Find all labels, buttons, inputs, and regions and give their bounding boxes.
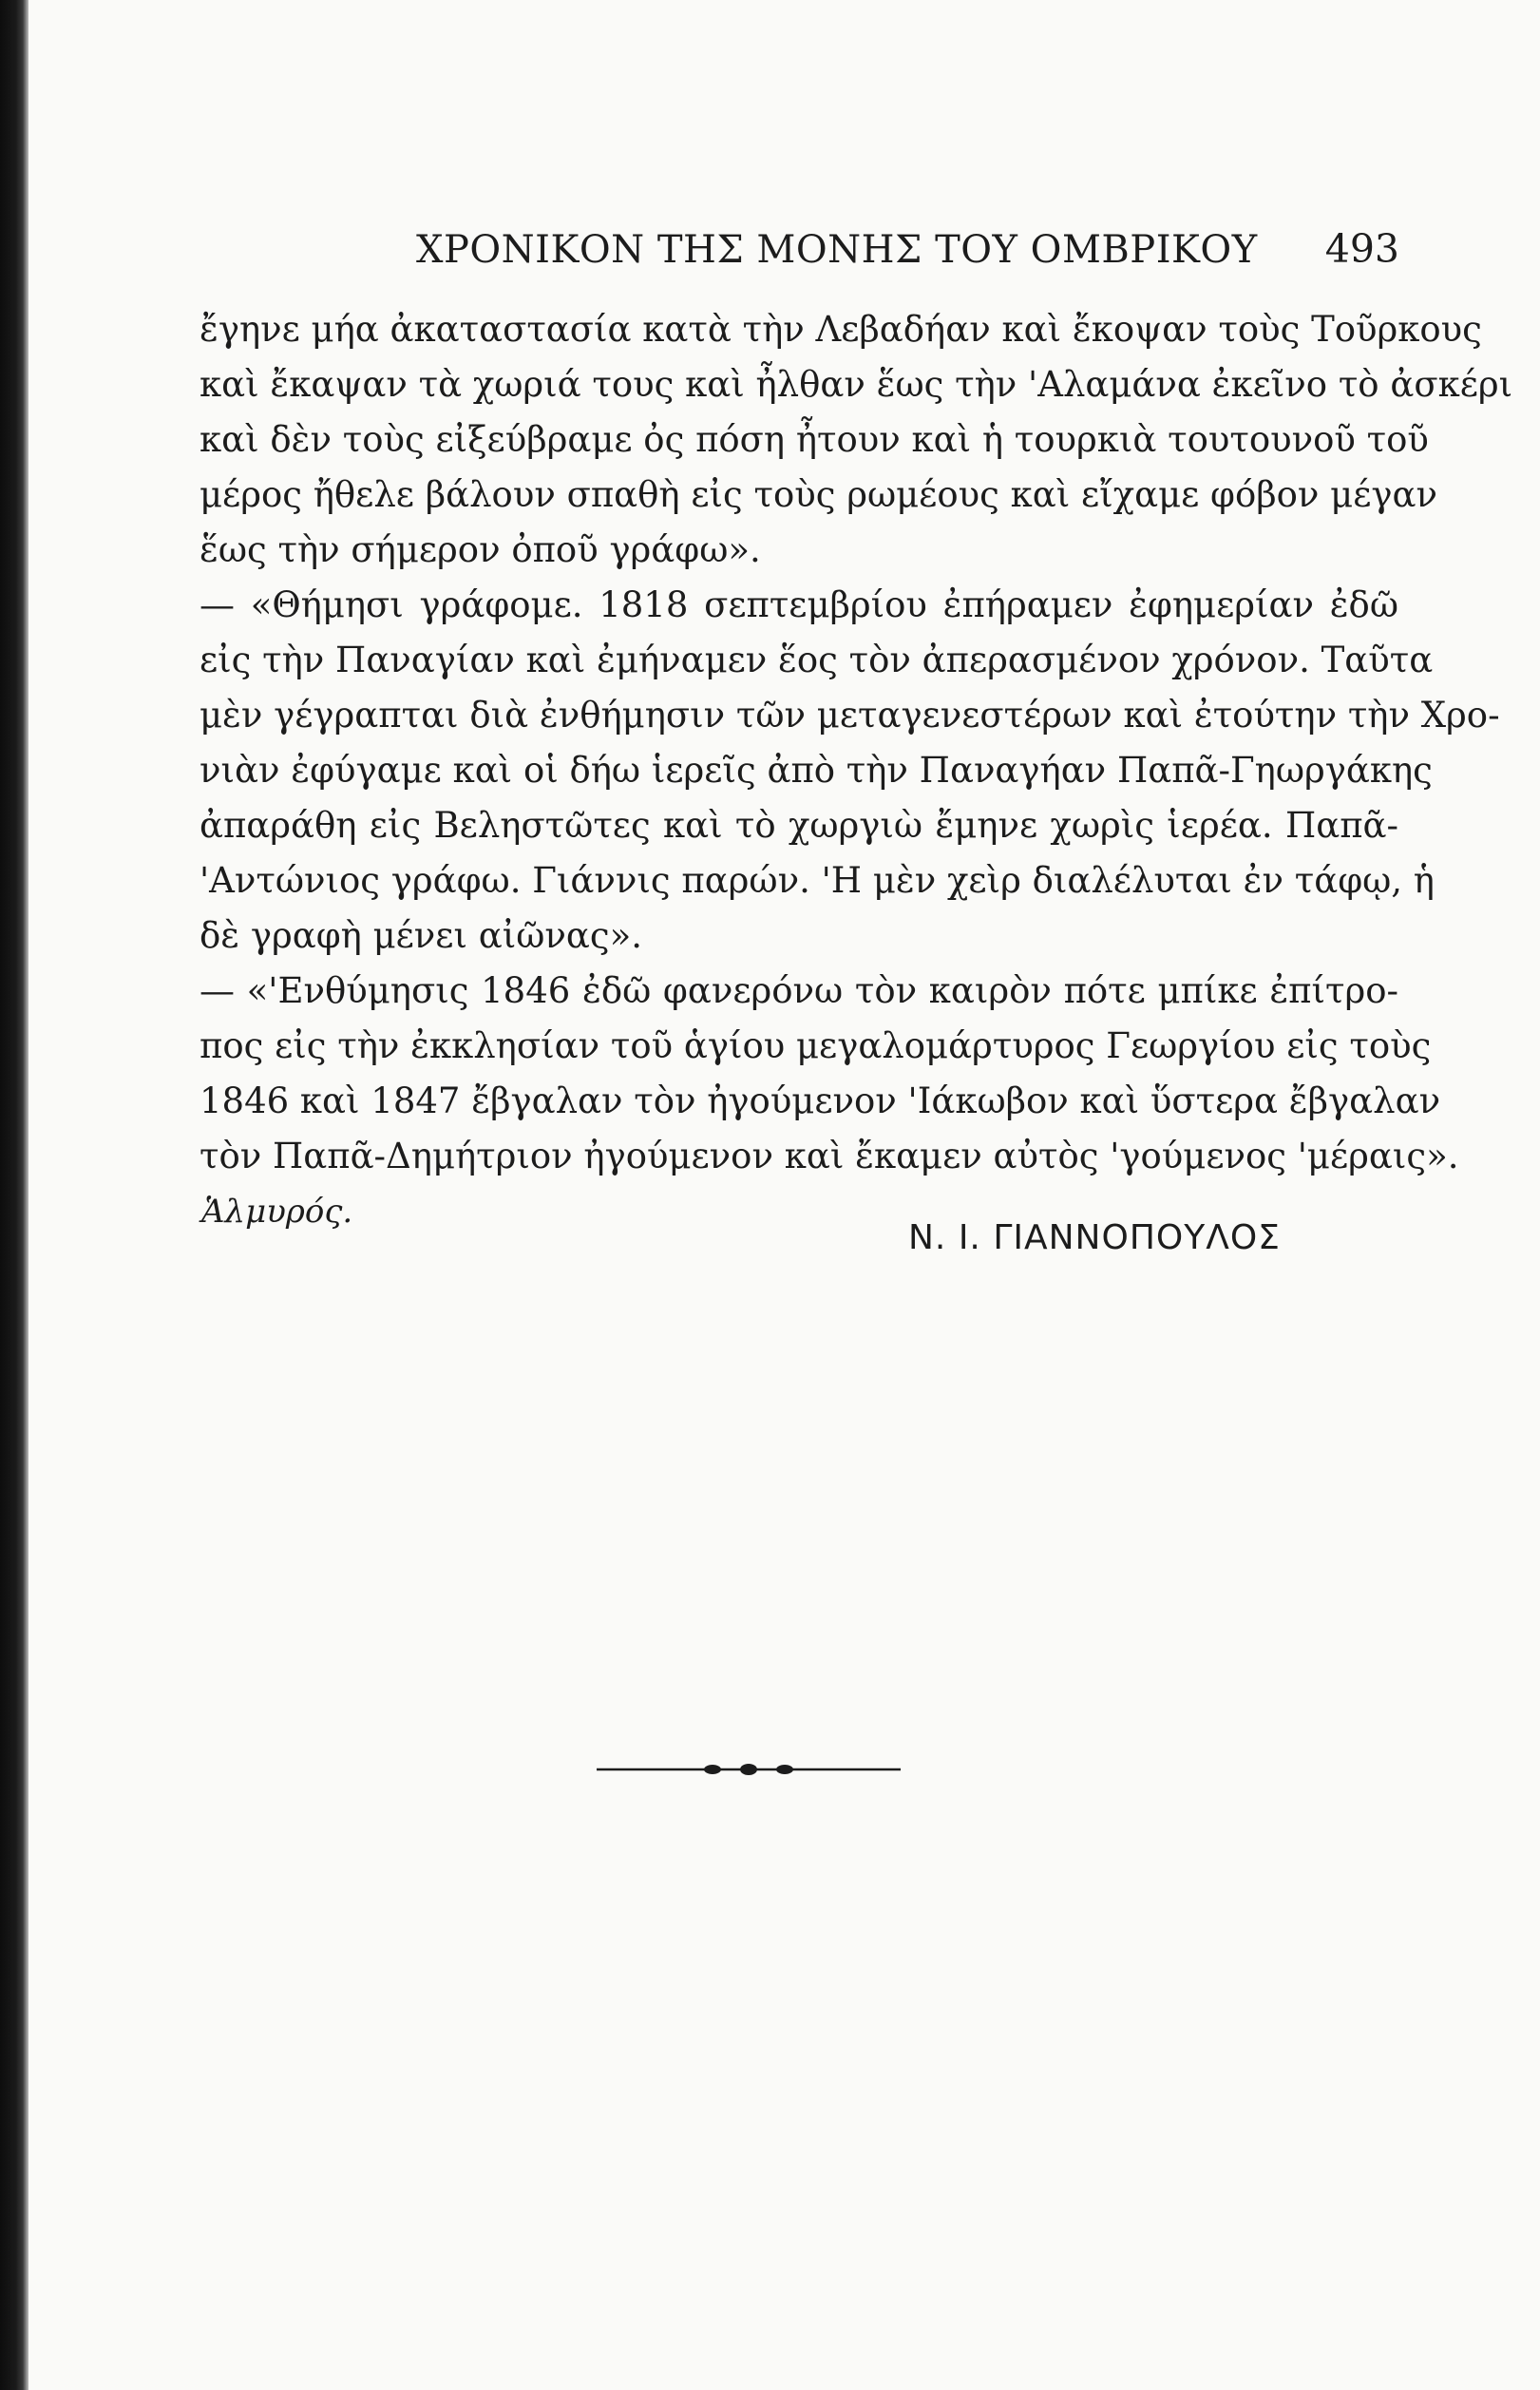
text-line: πος εἰς τὴν ἐκκλησίαν τοῦ ἁγίου μεγαλομάρτυρος Γεωργίου εἰς τοὺς bbox=[200, 1025, 1432, 1066]
text-line: — «'Ενθύμησις 1846 ἐδῶ φανερόνω τὸν καιρὸν πότε μπίκε ἐπίτρο- bbox=[200, 970, 1398, 1011]
body-text bbox=[200, 302, 1513, 1184]
text-line: μὲν γέγραπται διὰ ἐνθήμησιν τῶν μεταγενεστέρων καὶ ἐτούτην τὴν Χρο- bbox=[200, 695, 1500, 736]
running-title: ΧΡΟΝΙΚΟΝ ΤΗΣ ΜΟΝΗΣ ΤΟΥ ΟΜΒΡΙΚΟΥ bbox=[416, 228, 1258, 272]
text-line: 1846 καὶ 1847 ἔβγαλαν τὸν ἠγούμενον 'Ιάκωβον καὶ ὕστερα ἔβγαλαν bbox=[200, 1080, 1441, 1121]
text-line: 'Αντώνιος γράφω. Γιάννις παρών. 'Η μὲν χεὶρ διαλέλυται ἐν τάφῳ, ἡ bbox=[200, 860, 1435, 901]
end-ornament bbox=[597, 1760, 901, 1779]
ornament-dot bbox=[704, 1765, 721, 1774]
text-line: δὲ γραφὴ μένει αἰῶνας». bbox=[200, 915, 642, 956]
text-line: ἕως τὴν σήμερον ὀποῦ γράφω». bbox=[200, 529, 761, 570]
page-header bbox=[198, 220, 1399, 277]
page-number: 493 bbox=[1324, 226, 1399, 272]
text-line: ἀπαράθη εἰς Βεληστῶτες καὶ τὸ χωργιὼ ἔμηνε χωρὶς ἱερέα. Παπᾶ- bbox=[200, 805, 1398, 846]
text-line: καὶ δὲν τοὺς εἰξεύβραμε ὀς πόση ἦτουν καὶ ἡ τουρκιὰ τουτουνοῦ τοῦ bbox=[200, 419, 1429, 460]
text-line: ἔγηνε μήα ἀκαταστασία κατὰ τὴν Λεβαδήαν καὶ ἔκοψαν τοὺς Τοῦρκους bbox=[200, 309, 1482, 350]
text-line: τὸν Παπᾶ-Δημήτριον ἠγούμενον καὶ ἔκαμεν αὐτὸς 'γούμενος 'μέραις». bbox=[200, 1136, 1459, 1176]
place-name: Ἁλμυρός. bbox=[201, 1193, 353, 1231]
ornament-dot bbox=[776, 1765, 793, 1774]
text-line: μέρος ἤθελε βάλουν σπαθὴ εἰς τοὺς ρωμέους καὶ εἴχαμε φόβον μέγαν bbox=[200, 474, 1437, 515]
text-line: — «Θήμησι γράφομε. 1818 σεπτεμβρίου ἐπήραμεν ἐφημερίαν ἐδῶ bbox=[200, 584, 1398, 625]
text-line: νιὰν ἐφύγαμε καὶ οἱ δήω ἱερεῖς ἀπὸ τὴν Παναγήαν Παπᾶ-Γηωργάκης bbox=[200, 750, 1433, 791]
book-spine-shadow bbox=[0, 0, 29, 2390]
book-page bbox=[29, 0, 1540, 2390]
text-line: καὶ ἔκαψαν τὰ χωριά τους καὶ ἦλθαν ἕως τὴν 'Αλαμάνα ἐκεῖνο τὸ ἀσκέρι bbox=[200, 364, 1513, 405]
author-name: Ν. Ι. ΓΙΑΝΝΟΠΟΥΛΟΣ bbox=[908, 1218, 1281, 1257]
text-line: εἰς τὴν Παναγίαν καὶ ἐμήναμεν ἕος τὸν ἀπερασμένον χρόνον. Ταῦτα bbox=[200, 640, 1434, 680]
ornament-dot bbox=[740, 1764, 757, 1775]
